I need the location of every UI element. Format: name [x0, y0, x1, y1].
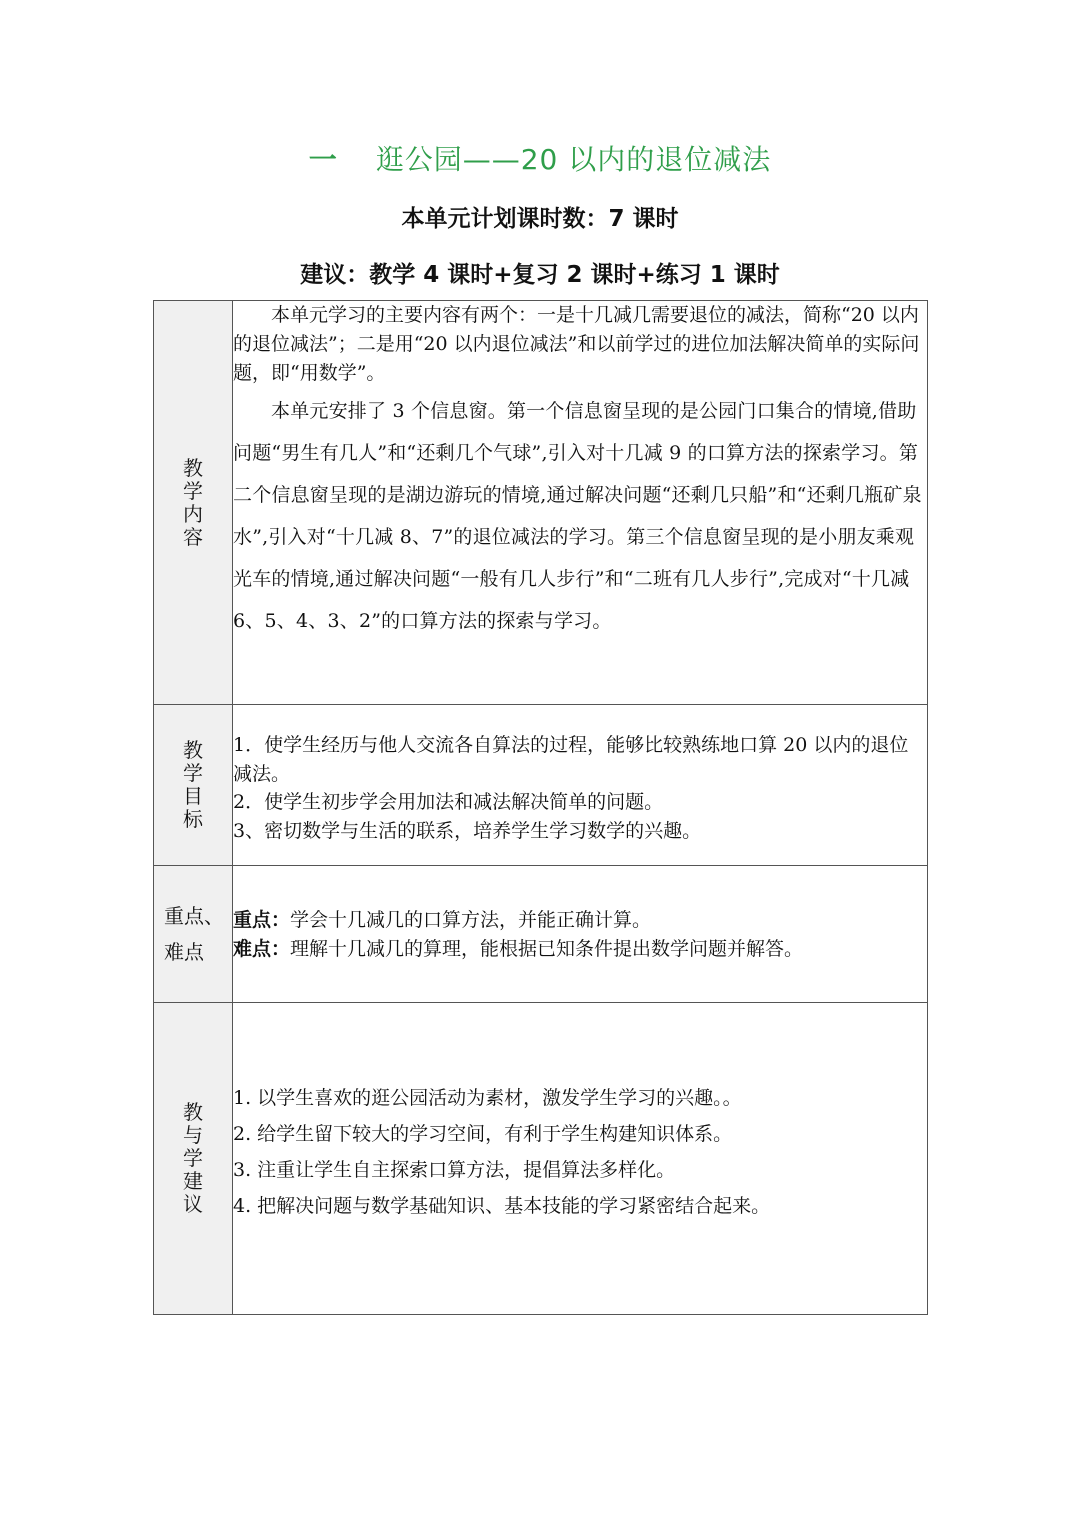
keypoints-label-cell [154, 866, 233, 1003]
difficulty-line [233, 935, 927, 964]
goal-item-2: 2．使学生初步学会用加法和减法解决简单的问题。 [233, 791, 664, 813]
focus-line [233, 906, 927, 935]
goal-item-3: 3、密切数学与生活的联系，培养学生学习数学的兴趣。 [233, 819, 702, 842]
suggestions-label: 教与学建议 [183, 1100, 203, 1216]
focus-text: 学会十几减几的口算方法，并能正确计算。 [290, 909, 652, 931]
goals-cell [233, 705, 928, 866]
keypoints-label [160, 898, 226, 970]
content-paragraph-2: 本单元安排了 3 个信息窗。第一个信息窗呈现的是公园门口集合的情境,借助问题“男生有几人”和“还剩几个气球”,引入对十几减 9 的口算方法的探索学习。第二个信息窗呈现的是湖边游玩的情境,通过解决问题“还剩几只船”和“还剩几瓶矿泉水”,引入对“十几减 8、7”的退位减法的学习。第三个信息窗呈现的是小朋友乘观光车的情境,通过解决问题“一般有几人步行”和“二班有几人步行”,完成对“十几减 6、5、4、3、2”的口算方法的探索与学习。 [233, 400, 922, 632]
content-cell [233, 301, 928, 705]
goals-row [154, 705, 928, 866]
unit-title [0, 138, 1080, 178]
keypoints-label-line-1: 重点、 [164, 904, 224, 928]
hours-suggestion: 建议：教学 4 课时+复习 2 课时+练习 1 课时 [300, 262, 780, 288]
keypoints-cell [233, 866, 928, 1003]
suggestion-item-2: 2. 给学生留下较大的学习空间，有利于学生构建知识体系。 [233, 1122, 733, 1145]
unit-title-text: 逛公园——20 以内的退位减法 [375, 143, 772, 176]
difficulty-text: 理解十几减几的算理，能根据已知条件提出数学问题并解答。 [290, 938, 804, 960]
keypoints-row [154, 866, 928, 1003]
suggestions-label-cell [154, 1003, 233, 1315]
content-label: 教学内容 [183, 455, 203, 549]
content-label-cell [154, 301, 233, 705]
planned-hours: 本单元计划课时数：7 课时 [401, 206, 679, 232]
suggestion-item-1: 1. 以学生喜欢的逛公园活动为素材，激发学生学习的兴趣。。 [233, 1086, 742, 1109]
focus-label: 重点： [233, 909, 291, 931]
suggestions-row [154, 1003, 928, 1315]
content-paragraph-1: 本单元学习的主要内容有两个：一是十几减几需要退位的减法，简称“20 以内的退位减法”；二是用“20 以内退位减法”和以前学过的进位加法解决简单的实际问题，即“用数学”。 [233, 304, 920, 384]
suggestions-cell [233, 1003, 928, 1315]
goals-label: 教学目标 [183, 738, 203, 831]
suggestion-item-4: 4. 把解决问题与数学基础知识、基本技能的学习紧密结合起来。 [233, 1194, 771, 1217]
goals-label-cell [154, 705, 233, 866]
content-row [154, 301, 928, 705]
suggestion-item-3: 3. 注重让学生自主探索口算方法，提倡算法多样化。 [233, 1158, 676, 1181]
keypoints-label-line-2: 难点 [164, 940, 204, 964]
unit-number: 一 [308, 143, 338, 176]
difficulty-label: 难点： [233, 938, 291, 960]
plan-table [153, 300, 928, 1315]
goal-item-1: 1．使学生经历与他人交流各自算法的过程，能够比较熟练地口算 20 以内的退位减法。 [233, 734, 909, 785]
